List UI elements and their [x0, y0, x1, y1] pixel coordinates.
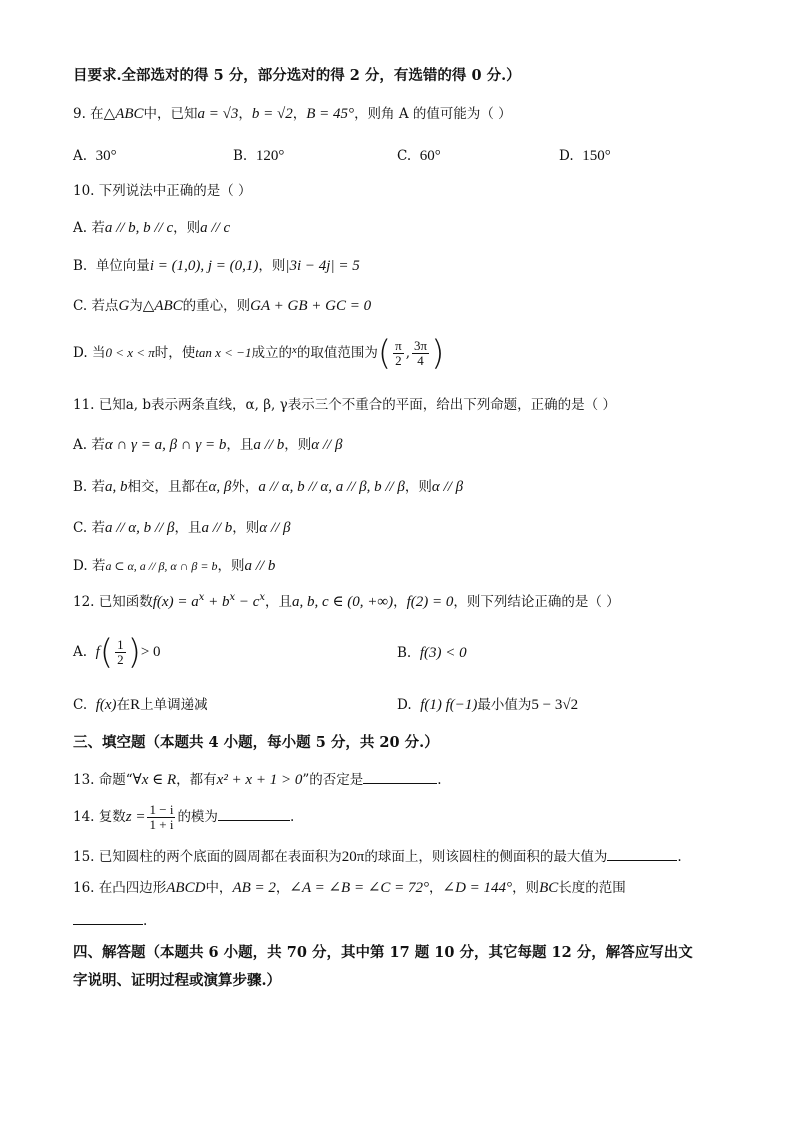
- q10-option-d: D. 当0 < x < π时，使tan x < −1成立的$^x$的取值范围为( $\frac{\pi}{2}$ , $\frac{3\pi}{4}$ ): [73, 333, 445, 374]
- q9-option-d: D. 150°: [559, 148, 611, 164]
- answer-blank-13: [363, 769, 437, 784]
- q9-option-b: B. 120°: [233, 148, 285, 164]
- answer-blank-16-line: .: [73, 910, 147, 931]
- section-4-heading-line2: 字说明、证明过程或演算步骤.）: [73, 972, 282, 989]
- q12-option-a: A. f( $\frac{1}{2}$ )> 0: [73, 632, 161, 673]
- question-12-stem: 12. 已知函数$f(x) = a^x + b^x - c^x$，且a, b, c ∈ (0, +∞)，f(2) = 0，则下列结论正确的是（ ）: [73, 592, 620, 610]
- question-9-stem: 9. 在△ABC中，已知a = √3，b = √2，B = 45°，则角 A 的值可能为（ ）: [73, 106, 512, 122]
- answer-blank-14: [218, 806, 290, 821]
- question-14: 14. 复数z = $\frac{1 - i}{1 + i}$ 的模为 .: [73, 802, 295, 832]
- section-4-heading-line1: 四、解答题（本题共 6 小题，共 70 分，其中第 17 题 10 分，其它每题 12 分，解答应写出文: [73, 944, 693, 961]
- fraction-3pi-over-4: $\frac{3\pi}{4}$: [413, 338, 428, 368]
- q10-option-a: A. 若a // b, b // c，则a // c: [73, 220, 231, 236]
- fraction-one-half: $\frac{1}{2}$: [117, 637, 124, 667]
- question-15: 15. 已知圆柱的两个底面的圆周都在表面积为20π的球面上，则该圆柱的侧面积的最大值为 .: [73, 846, 682, 867]
- q12-option-b: B. f(3) < 0: [397, 645, 467, 661]
- q11-option-a: A. 若α ∩ γ = a, β ∩ γ = b，且a // b，则α // β: [73, 437, 343, 453]
- answer-blank-15: [607, 846, 677, 861]
- q9-option-a: A. 30°: [73, 148, 117, 164]
- q11-option-d: D. 若a ⊂ α, a // β, α ∩ β = b，则a // b: [73, 558, 276, 574]
- section-3-heading: 三、填空题（本题共 4 小题，每小题 5 分，共 20 分.）: [73, 734, 439, 751]
- fraction-complex: $\frac{1 - i}{1 + i}$: [149, 802, 174, 832]
- question-13: 13. 命题“∀x ∈ R，都有x² + x + 1 > 0”的否定是 .: [73, 769, 442, 790]
- answer-blank-16: [73, 910, 143, 925]
- question-10-stem: 10. 下列说法中正确的是（ ）: [73, 183, 252, 199]
- question-16: 16. 在凸四边形ABCD中，AB = 2，∠A = ∠B = ∠C = 72°，∠D = 144°，则BC长度的范围: [73, 880, 626, 896]
- q12-option-c: C. f(x)在R上单调递减: [73, 697, 208, 713]
- header-note: 目要求.全部选对的得 5 分，部分选对的得 2 分，有选错的得 0 分.）: [73, 67, 521, 84]
- fraction-pi-over-2: $\frac{\pi}{2}$: [395, 338, 402, 368]
- question-11-stem: 11. 已知a, b表示两条直线，α, β, γ表示三个不重合的平面，给出下列命题，正确的是（ ）: [73, 397, 616, 413]
- q12-option-d: D. f(1) f(−1)最小值为5 − 3√2: [397, 697, 579, 713]
- q9-option-c: C. 60°: [397, 148, 441, 164]
- q11-option-b: B. 若a, b相交，且都在α, β外，a // α, b // α, a // β, b // β，则α // β: [73, 479, 464, 495]
- q10-option-b: B. 单位向量i = (1,0), j = (0,1)，则|3i − 4j| = 5: [73, 258, 360, 274]
- q11-option-c: C. 若a // α, b // β，且a // b，则α // β: [73, 520, 291, 536]
- q10-option-c: C. 若点G为△ABC的重心，则GA + GB + GC = 0: [73, 298, 372, 314]
